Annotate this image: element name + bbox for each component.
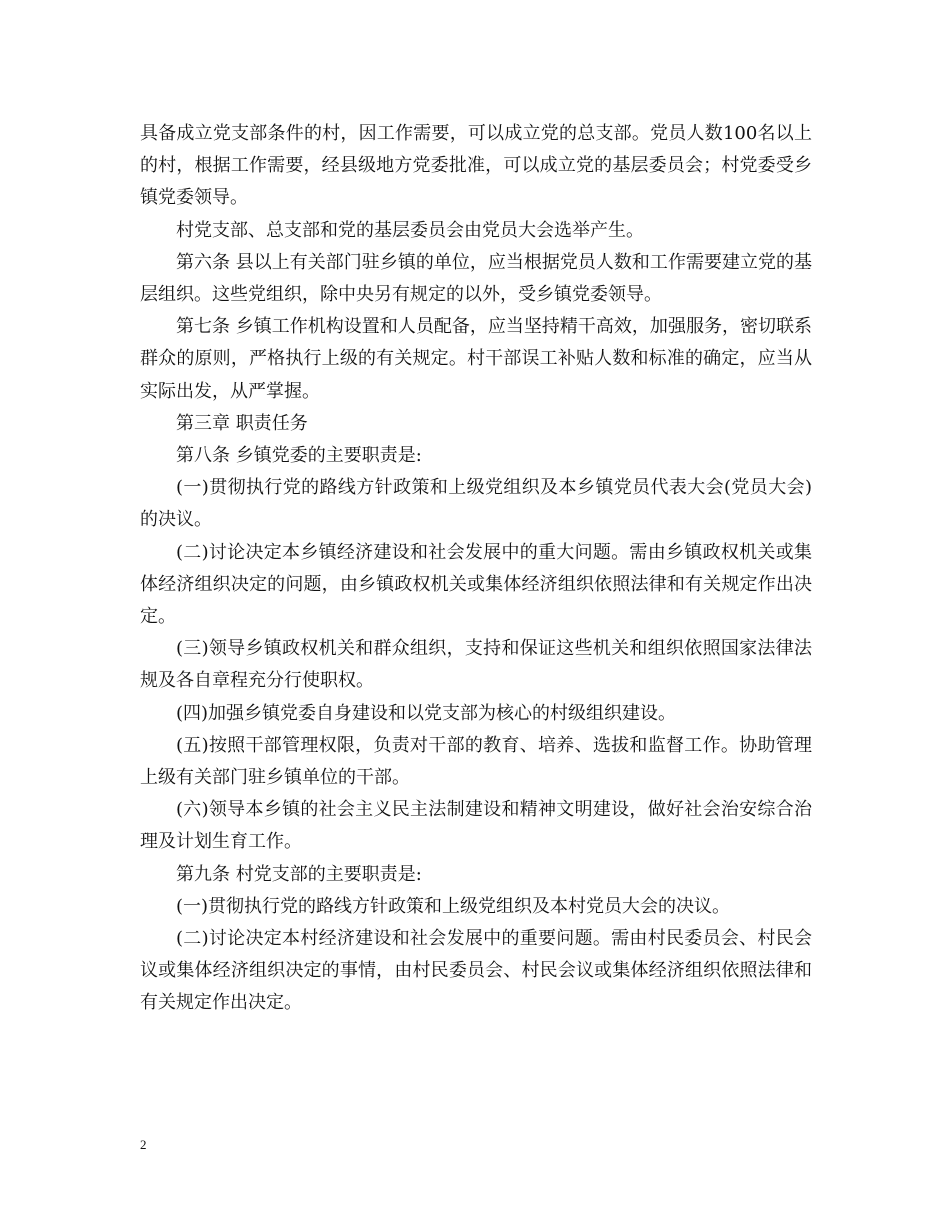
paragraph: 第七条 乡镇工作机构设置和人员配备，应当坚持精干高效，加强服务，密切联系群众的原则，严格执行上级的有关规定。村干部误工补贴人数和标准的确定，应当从实际出发，从严掌握。 (140, 316, 812, 402)
document-body (140, 118, 812, 1020)
list-item: (三)领导乡镇政权机关和群众组织，支持和保证这些机关和组织依照国家法律法规及各自章程充分行使职权。 (140, 638, 812, 692)
article-heading: 第九条 村党支部的主要职责是: (176, 863, 422, 885)
list-item: (四)加强乡镇党委自身建设和以党支部为核心的村级组织建设。 (176, 702, 677, 724)
list-item: (六)领导本乡镇的社会主义民主法制建设和精神文明建设，做好社会治安综合治理及计划生育工作。 (140, 799, 812, 853)
paragraph: 村党支部、总支部和党的基层委员会由党员大会选举产生。 (176, 219, 644, 241)
chapter-heading: 第三章 职责任务 (176, 412, 308, 434)
paragraph: 具备成立党支部条件的村，因工作需要，可以成立党的总支部。党员人数100名以上的村，根据工作需要，经县级地方党委批准，可以成立党的基层委员会；村党委受乡镇党委领导。 (140, 123, 812, 209)
list-item: (二)讨论决定本乡镇经济建设和社会发展中的重大问题。需由乡镇政权机关或集体经济组织决定的问题，由乡镇政权机关或集体经济组织依照法律和有关规定作出决定。 (140, 541, 812, 628)
list-item: (一)贯彻执行党的路线方针政策和上级党组织及本村党员大会的决议。 (176, 895, 731, 917)
list-item: (一)贯彻执行党的路线方针政策和上级党组织及本乡镇党员代表大会(党员大会)的决议。 (140, 477, 812, 531)
list-item: (五)按照干部管理权限，负责对干部的教育、培养、选拔和监督工作。协助管理上级有关部门驻乡镇单位的干部。 (140, 734, 812, 789)
article-heading: 第八条 乡镇党委的主要职责是: (176, 445, 422, 467)
list-item: (二)讨论决定本村经济建设和社会发展中的重要问题。需由村民委员会、村民会议或集体经济组织决定的事情，由村民委员会、村民会议或集体经济组织依照法律和有关规定作出决定。 (140, 928, 812, 1014)
paragraph: 第六条 县以上有关部门驻乡镇的单位，应当根据党员人数和工作需要建立党的基层组织。这些党组织，除中央另有规定的以外，受乡镇党委领导。 (140, 251, 812, 306)
page-number: 2 (140, 1137, 147, 1152)
